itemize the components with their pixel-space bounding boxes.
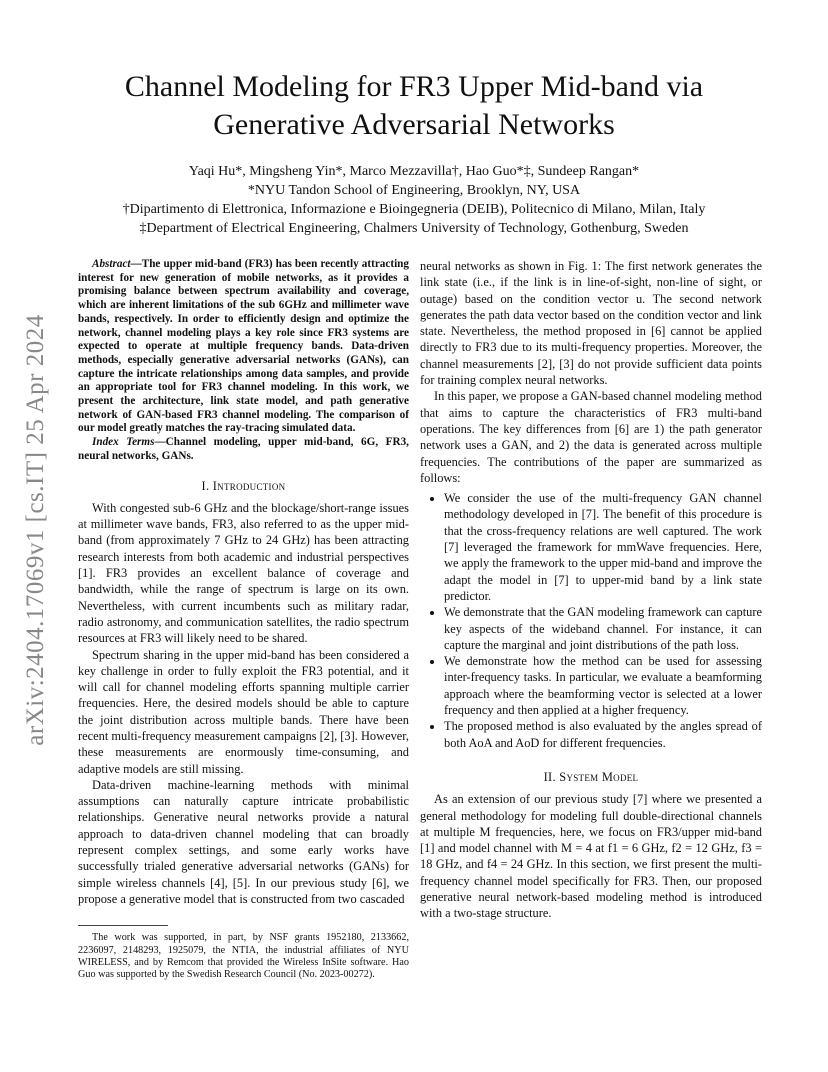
contributions-list — [420, 490, 762, 751]
paragraph: In this paper, we propose a GAN-based channel modeling method that aims to capture the characteristics of FR3 multi-band operations. The key differences from [6] are 1) the path generator network uses a GAN, and 2) the data is generated across multiple frequencies. The contributions of the paper are summarized as follows: — [420, 389, 762, 485]
abstract — [78, 258, 409, 436]
list-item: • We demonstrate how the method can be used for assessing inter-frequency tasks. In particular, we evaluate a beamforming approach where the beamforming vector is selected at a lower frequency and then applied at a higher frequency. — [444, 653, 762, 718]
footnote-divider — [78, 925, 168, 926]
section-heading: II. System Model — [543, 769, 639, 784]
paragraph: With congested sub-6 GHz and the blockage/short-range issues at millimeter wave bands, FR3, also referred to as the upper mid-band (from approximately 7 GHz to 24 GHz) has been attracting research interests from both academic and industrial perspectives [1]. FR3 provides an excellent balance of coverage and bandwidth, while the range of spectrum is large on its own. Nevertheless, with current incumbents such as military radar, radio astronomy, and communication satellites, the radio spectrum resources at FR3 will likely need to be shared. — [78, 500, 409, 646]
list-item: • The proposed method is also evaluated by the angles spread of both AoA and AoD for different frequencies. — [444, 718, 762, 751]
paper-title: Channel Modeling for FR3 Upper Mid-band via Generative Adversarial Networks — [124, 70, 704, 141]
left-column — [78, 258, 409, 982]
index-terms-lead: Index Terms — [92, 436, 155, 449]
paragraph: As an extension of our previous study [7] where we presented a general methodology for modeling full double-directional channels at multiple M frequencies, here, we focus on FR3/upper mid-band [1] and model channel with M = 4 at f1 = 6 GHz, f2 = 12 GHz, f3 = 18 GHz, and f4 = 24 GHz. In this section, we first present the multi-frequency channel model specifically for FR3. Then, our proposed generative neural network-based modeling method is introduced with a two-stage structure. — [420, 792, 762, 921]
affiliation: *NYU Tandon School of Engineering, Brooklyn, NY, USA — [247, 183, 581, 198]
paragraph: Data-driven machine-learning methods with minimal assumptions can naturally capture intricate probabilistic relationships. Generative neural networks provide a natural approach to data-driven channel modeling that can broadly represent complex settings, and some early works have successfully trialed generative adversarial networks (GANs) for simple wireless channels [4], [5]. In our previous study [6], we propose a generative model that is constructed from two cascaded — [78, 777, 409, 906]
affiliation: †Dipartimento di Elettronica, Informazione e Bioingegneria (DEIB), Politecnico di Milano, Milan, Italy — [122, 202, 706, 217]
affiliation: ‡Department of Electrical Engineering, Chalmers University of Technology, Gothenburg, Sweden — [139, 221, 689, 236]
index-terms — [78, 436, 409, 463]
author-block — [70, 162, 758, 238]
paragraph: Spectrum sharing in the upper mid-band has been considered a key challenge in order to fully exploit the FR3 potential, and it will call for channel modeling efforts spanning multiple carrier frequencies. Here, the desired models should be able to capture the joint distribution across multiple bands. There have been recent multi-frequency measurement campaigns [2], [3]. However, these measurements are enormously time-consuming, and adaptive models are still missing. — [78, 647, 409, 776]
list-item: • We demonstrate that the GAN modeling framework can capture key aspects of the wideband channel. For instance, it can capture the marginal and joint distributions of the path loss. — [444, 604, 762, 653]
author-names: Yaqi Hu*, Mingsheng Yin*, Marco Mezzavilla†, Hao Guo*‡, Sundeep Rangan* — [188, 164, 640, 179]
list-item: • We consider the use of the multi-frequency GAN channel methodology developed in [7]. The benefit of this procedure is that the cross-frequency relations are well captured. The work [7] leveraged the framework for mmWave frequencies. Here, we apply the framework to the upper mid-band and improve the adapt the model in [7] to upper-mid band by a link state predictor. — [444, 490, 762, 604]
index-terms-text: —Channel modeling, upper mid-band, 6G, FR3, neural networks, GANs. — [78, 436, 409, 462]
footnote: The work was supported, in part, by NSF grants 1952180, 2133662, 2236097, 2148293, 1925079, the NTIA, the industrial affiliates of NYU WIRELESS, and by Remcom that provided the Wireless InSite software. Hao Guo was supported by the Swedish Research Council (No. 2023-00272). — [78, 932, 409, 981]
abstract-lead: Abstract — [92, 258, 131, 270]
abstract-text: —The upper mid-band (FR3) has been recently attracting interest for new generation of mobile networks, as it provides a promising balance between spectrum availability and coverage, which are inherent limitations of the sub 6GHz and millimeter wave bands, respectively. In order to efficiently design and optimize the network, channel modeling plays a key role since FR3 systems are expected to operate at multiple frequency bands. Data-driven methods, especially generative adversarial networks (GANs), can capture the intricate relationships among data samples, and provide an appropriate tool for FR3 channel modeling. In this work, we present the architecture, link state model, and path generative network of GAN-based FR3 channel modeling. The comparison of our model greatly matches the ray-tracing simulated data. — [78, 258, 409, 435]
arxiv-stamp — [22, 300, 50, 760]
section-heading: I. Introduction — [201, 478, 286, 493]
paragraph: neural networks as shown in Fig. 1: The first network generates the link state (i.e., if the link is in line-of-sight, non-line of sight, or outage) based on the condition vector u. The second network generates the path data vector based on the condition vector and link state. Nevertheless, the method proposed in [6] cannot be applied directly to FR3 due to its multi-frequency properties. Moreover, the channel measurements [2], [3] do not provide sufficient data points for training complex neural networks. — [420, 259, 762, 388]
right-column — [420, 258, 762, 922]
arxiv-id: arXiv:2404.17069v1 [cs.IT] 25 Apr 2024 — [22, 314, 49, 746]
